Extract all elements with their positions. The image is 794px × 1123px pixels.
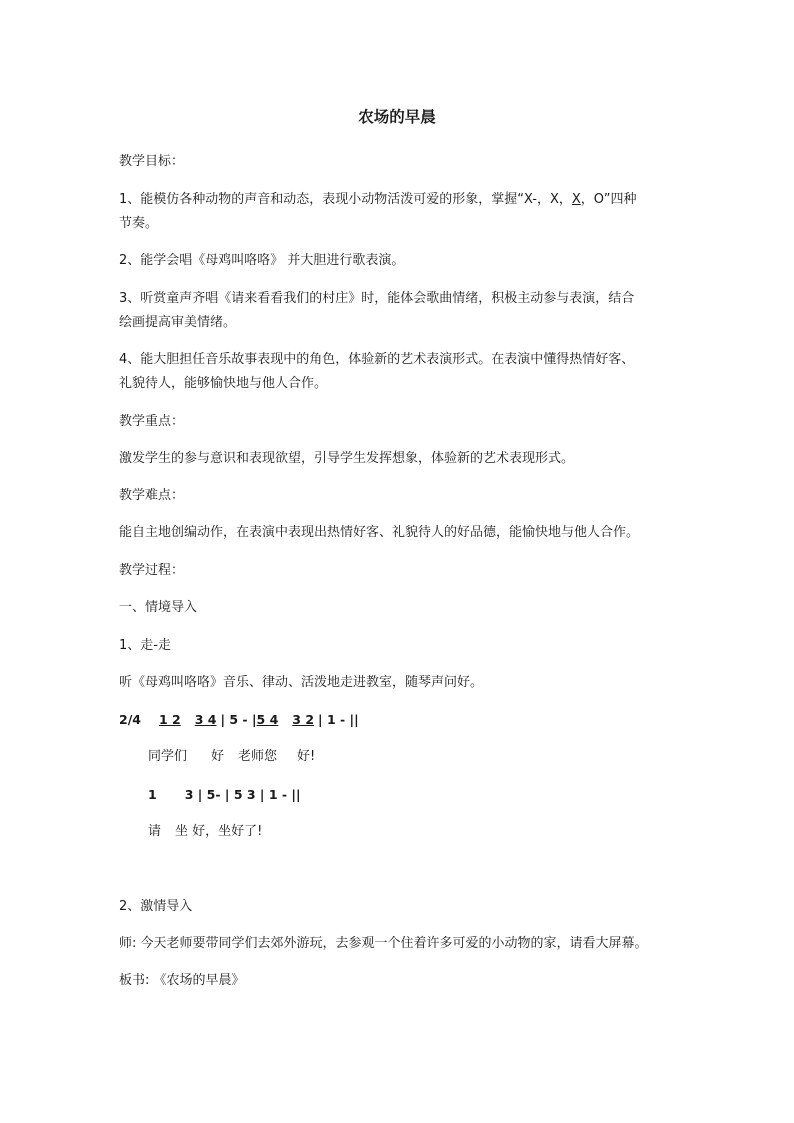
goal-4-line-2: 礼貌待人，能够愉快地与他人合作。 [119, 376, 328, 391]
goal-1-text-a: 1、能模仿各种动物的声音和动态，表现小动物活泼可爱的形象，掌握“X-，X， [119, 192, 572, 207]
goal-1-line-1 [119, 188, 689, 212]
goal-1-underlined-x: X [571, 192, 581, 207]
step-1-heading: 1、走-走 [119, 638, 171, 653]
board-note: 板书: 《农场的早晨》 [119, 973, 245, 988]
document-title: 农场的早晨 [358, 108, 436, 126]
goal-1-text-b: ，O”四种 [580, 192, 637, 207]
score-measure-end: | 1 - || [318, 712, 359, 727]
step-2-heading: 2、激情导入 [119, 899, 193, 914]
goal-1-line-2: 节奏。 [119, 216, 159, 231]
step-1-text: 听《母鸡叫咯咯》音乐、律动、活泼地走进教室，随琴声问好。 [119, 675, 484, 690]
score-notes-32: 3 2 [292, 712, 315, 727]
score-2-b: 3 | 5- | 5 3 | 1 - || [184, 787, 301, 802]
score-notes-54: 5 4 [256, 712, 279, 727]
goals-heading: 教学目标： [119, 154, 185, 169]
key-points-text: 激发学生的参与意识和表现欲望，引导学生发挥想象，体验新的艺术表现形式。 [119, 451, 575, 466]
difficulties-heading: 教学难点： [119, 488, 185, 503]
goal-3-line-2: 绘画提高审美情绪。 [119, 315, 237, 330]
score-2-a: 1 [148, 787, 157, 802]
score-meter: 2/4 [119, 712, 141, 727]
lyric-1-a: 同学们 [148, 749, 188, 764]
key-points-heading: 教学重点： [119, 414, 185, 429]
step-2-text: 师: 今天老师要带同学们去郊外游玩，去参观一个住着许多可爱的小动物的家，请看大屏幕。 [119, 936, 648, 951]
lyric-1-b: 好 [211, 749, 225, 764]
lyric-line-1 [148, 745, 718, 769]
score-line-2 [148, 783, 718, 807]
goal-4-line-1: 4、能大胆担任音乐故事表现中的角色，体验新的艺术表演形式。在表演中懂得热情好客、 [119, 352, 635, 367]
difficulties-text: 能自主地创编动作，在表演中表现出热情好客、礼貌待人的好品德，能愉快地与他人合作。 [119, 525, 640, 540]
score-line-1 [119, 708, 689, 732]
lyric-1-c: 老师您 [238, 749, 278, 764]
process-heading: 教学过程： [119, 563, 185, 578]
goal-3-line-1: 3、听赏童声齐唱《请来看看我们的村庄》时，能体会歌曲情绪，积极主动参与表演，结合 [119, 291, 635, 306]
lyric-line-2 [148, 820, 718, 844]
goal-2: 2、能学会唱《母鸡叫咯咯》 并大胆进行歌表演。 [119, 253, 405, 268]
lyric-1-d: 好! [297, 749, 316, 764]
score-notes-34: 3 4 [194, 712, 217, 727]
score-measure-5: | 5 - | [220, 712, 257, 727]
score-notes-12: 1 2 [158, 712, 181, 727]
lyric-2-b: 坐 好，坐好了! [175, 824, 263, 839]
section-1-heading: 一、情境导入 [119, 600, 198, 615]
lyric-2-a: 请 [148, 824, 162, 839]
